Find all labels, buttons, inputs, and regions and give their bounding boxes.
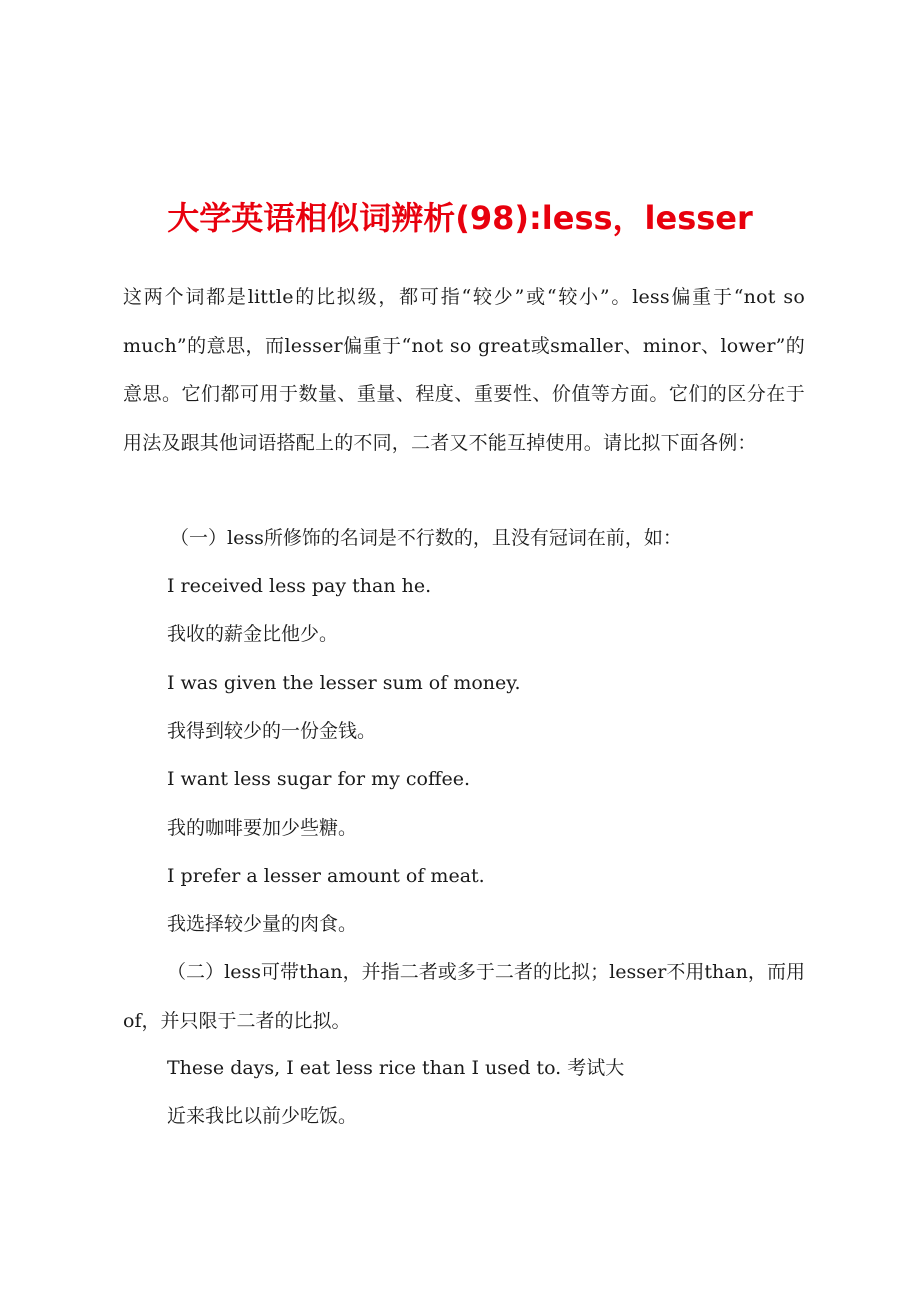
example-zh-2: 我得到较少的一份金钱。 [167, 720, 377, 742]
section1-heading: （一）less所修饰的名词是不行数的，且没有冠词在前，如： [170, 527, 682, 549]
intro-paragraph: 这两个词都是little的比拟级，都可指“较少”或“较小”。less偏重于“not so much”的意思，而lesser偏重于“not so great或smaller、minor、lower”的意思。它们都可用于数量、重量、程度、重要性、价值等方面。它们的区分在于用法及跟其他词语搭配上的不同，二者又不能互掉使用。请比拟下面各例： [123, 286, 805, 454]
section2-heading: （二）less可带than，并指二者或多于二者的比拟；lesser不用than，而用of，并只限于二者的比拟。 [123, 961, 805, 1032]
example-en-2: I was given the lesser sum of money. [167, 672, 521, 694]
example-en-1: I received less pay than he. [167, 575, 432, 597]
example-zh-1: 我收的薪金比他少。 [167, 623, 339, 645]
example-en-4: I prefer a lesser amount of meat. [167, 865, 485, 887]
example-en-3: I want less sugar for my coffee. [167, 768, 470, 790]
example-zh-3: 我的咖啡要加少些糖。 [167, 817, 358, 839]
document-title: 大学英语相似词辨析(98):less，lesser [167, 199, 753, 237]
example-zh-4: 我选择较少量的肉食。 [167, 913, 358, 935]
example-zh-5: 近来我比以前少吃饭。 [167, 1105, 358, 1127]
example-en-5: These days, I eat less rice than I used to. 考试大 [167, 1057, 625, 1079]
